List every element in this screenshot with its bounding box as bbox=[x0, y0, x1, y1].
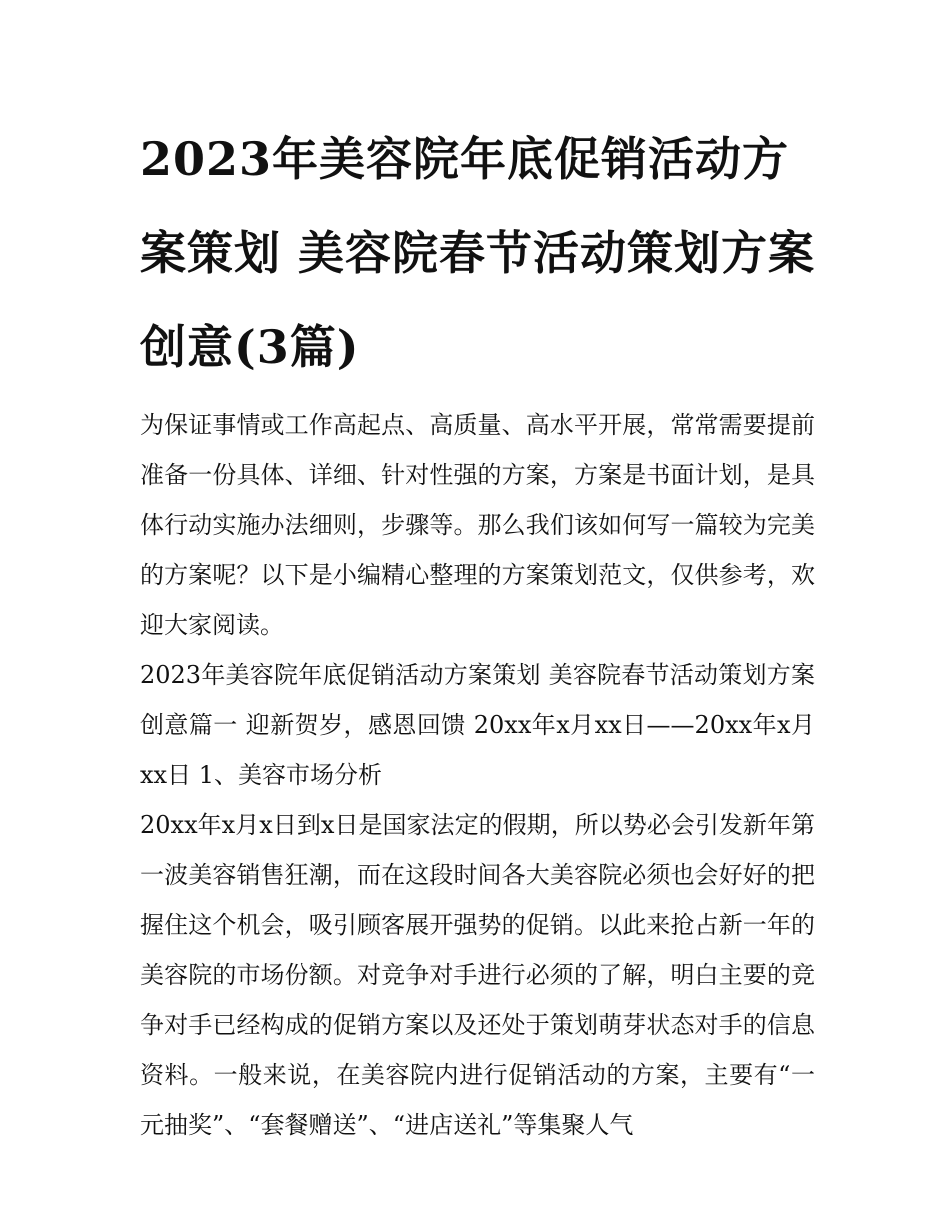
market-analysis-paragraph: 20xx年x月x日到x日是国家法定的假期，所以势必会引发新年第一波美容销售狂潮，而在这段时间各大美容院必须也会好好的把握住这个机会，吸引顾客展开强势的促销。以此来抢占新一年的美容院的市场份额。对竞争对手进行必须的了解，明白主要的竞争对手已经构成的促销方案以及还处于策划萌芽状态对手的信息资料。一般来说，在美容院内进行促销活动的方案，主要有“一元抽奖”、“套餐赠送”、“进店送礼”等集聚人气 bbox=[140, 811, 815, 1139]
document-title: 2023年美容院年底促销活动方案策划 美容院春节活动策划方案创意(3篇) bbox=[140, 132, 816, 374]
section-heading-paragraph: 2023年美容院年底促销活动方案策划 美容院春节活动策划方案创意篇一 迎新贺岁，感恩回馈 20xx年x月xx日——20xx年x月xx日 1、美容市场分析 bbox=[140, 661, 815, 789]
document-page bbox=[140, 112, 815, 1150]
intro-paragraph: 为保证事情或工作高起点、高质量、高水平开展，常常需要提前准备一份具体、详细、针对性强的方案，方案是书面计划，是具体行动实施办法细则，步骤等。那么我们该如何写一篇较为完美的方案呢？以下是小编精心整理的方案策划范文，仅供参考，欢迎大家阅读。 bbox=[140, 411, 815, 639]
